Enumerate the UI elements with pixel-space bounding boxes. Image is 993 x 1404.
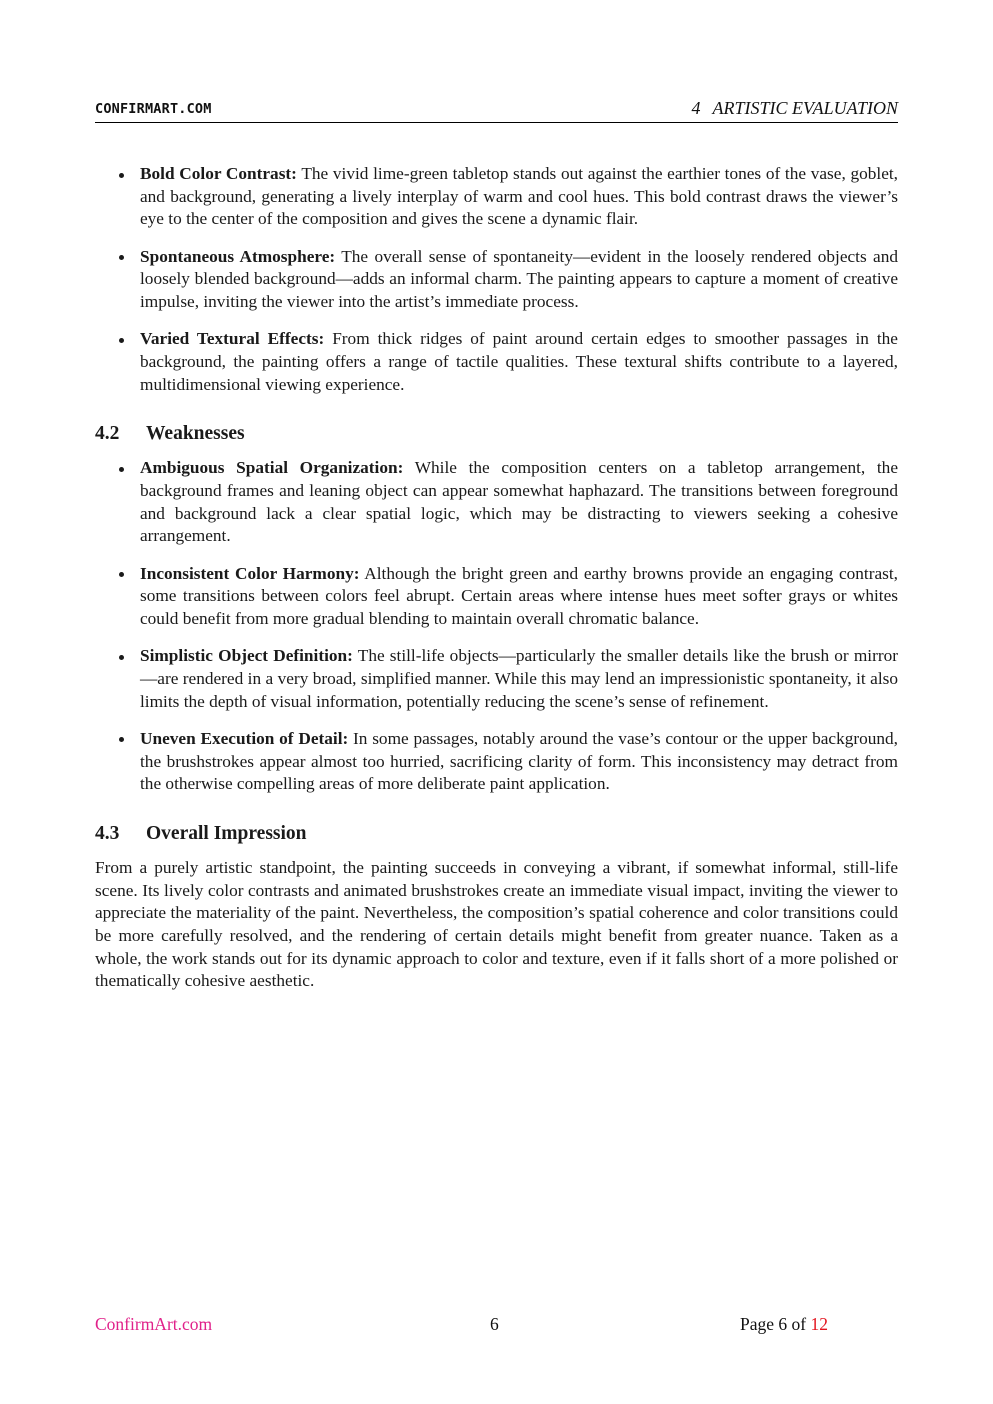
bullet-icon xyxy=(119,338,124,343)
bullet-icon xyxy=(119,737,124,742)
list-item xyxy=(95,563,898,631)
page-content xyxy=(95,163,898,993)
running-section-number: 4 xyxy=(691,98,701,118)
item-text: The vivid lime-green tabletop stands out against the earthier tones of the vase, goblet, and background, generating a lively interplay of warm and cool hues. This bold contrast draws the viewer’s eye to the center of the composition and gives the scene a dynamic flair. xyxy=(140,164,898,229)
bullet-icon xyxy=(119,655,124,660)
item-term: Uneven Execution of Detail: xyxy=(140,728,349,748)
item-term: Simplistic Object Definition: xyxy=(140,646,353,666)
item-term: Ambiguous Spatial Organization: xyxy=(140,458,404,478)
bullet-icon xyxy=(119,467,124,472)
footer-page-of xyxy=(740,1314,828,1335)
running-section-name: ARTISTIC EVALUATION xyxy=(712,98,898,118)
list-item xyxy=(95,457,898,548)
page-total-link[interactable]: 12 xyxy=(810,1314,828,1334)
section-title: Overall Impression xyxy=(146,822,307,844)
section-heading-weaknesses xyxy=(95,422,898,446)
item-text: The still-life objects—particularly the smaller details like the brush or mirror—are rendered in a very broad, simplified manner. While this may lend an impressionistic spontaneity, it also limits the depth of visual information, potentially reducing the scene’s sense of refinement. xyxy=(140,646,898,711)
item-term: Bold Color Contrast: xyxy=(140,164,297,183)
item-text: From thick ridges of paint around certain edges to smoother passages in the background, the painting offers a range of tactile qualities. These textural shifts contribute to a layered, multidimensional viewing experience. xyxy=(140,329,898,394)
item-text: The overall sense of spontaneity—evident in the loosely rendered objects and loosely blended background—adds an informal charm. The painting appears to capture a moment of creative impulse, inviting the viewer into the artist’s immediate process. xyxy=(140,246,898,312)
list-item xyxy=(95,246,898,314)
weaknesses-list xyxy=(95,457,898,796)
list-item xyxy=(95,328,898,396)
item-term: Spontaneous Atmosphere: xyxy=(140,246,336,266)
bullet-icon xyxy=(119,255,124,260)
page-of-prefix: Page 6 of xyxy=(740,1314,811,1334)
list-item xyxy=(95,645,898,713)
overall-paragraph: From a purely artistic standpoint, the painting succeeds in conveying a vibrant, if somewhat informal, still-life scene. Its lively color contrasts and animated brushstrokes create an immediate visual impact, inviting the viewer to appreciate the materiality of the paint. Nevertheless, the composition’s spatial coherence and color transitions could be more carefully resolved, and the rendering of certain details might benefit from greater nuance. Taken as a whole, the work stands out for its dynamic approach to color and texture, even if it falls short of a more polished or thematically cohesive aesthetic. xyxy=(95,857,898,991)
item-text: In some passages, notably around the vase’s contour or the upper background, the brushstrokes appear almost too hurried, sacrificing clarity of form. This inconsistency may detract from the otherwise compelling areas of more deliberate paint application. xyxy=(140,728,898,794)
item-term: Varied Textural Effects: xyxy=(140,329,325,349)
list-item xyxy=(95,163,898,231)
section-number: 4.3 xyxy=(95,822,120,844)
footer-site-link[interactable]: ConfirmArt.com xyxy=(95,1314,213,1334)
item-term: Inconsistent Color Harmony: xyxy=(140,563,360,583)
item-text: While the composition centers on a tabletop arrangement, the background frames and leaning object can appear somewhat haphazard. The transitions between foreground and background lack a clear spatial logic, which may be distracting to viewers seeking a cohesive arrangement. xyxy=(140,458,898,546)
bullet-icon xyxy=(119,572,124,577)
list-item xyxy=(95,728,898,796)
page-footer xyxy=(95,1314,898,1340)
strengths-list xyxy=(95,163,898,396)
running-section-title xyxy=(691,98,898,119)
bullet-icon xyxy=(119,173,124,178)
section-title: Weaknesses xyxy=(146,423,245,445)
section-heading-overall-impression xyxy=(95,822,898,846)
site-logo: CONFIRMART.COM xyxy=(95,101,212,117)
section-number: 4.2 xyxy=(95,423,120,445)
item-text: Although the bright green and earthy browns provide an engaging contrast, some transitions between colors feel abrupt. Certain areas where intense hues meet softer grays or whites could benefit from more gradual blending to maintain overall chromatic balance. xyxy=(140,563,898,629)
footer-page-number: 6 xyxy=(490,1314,499,1334)
running-header xyxy=(95,96,898,123)
